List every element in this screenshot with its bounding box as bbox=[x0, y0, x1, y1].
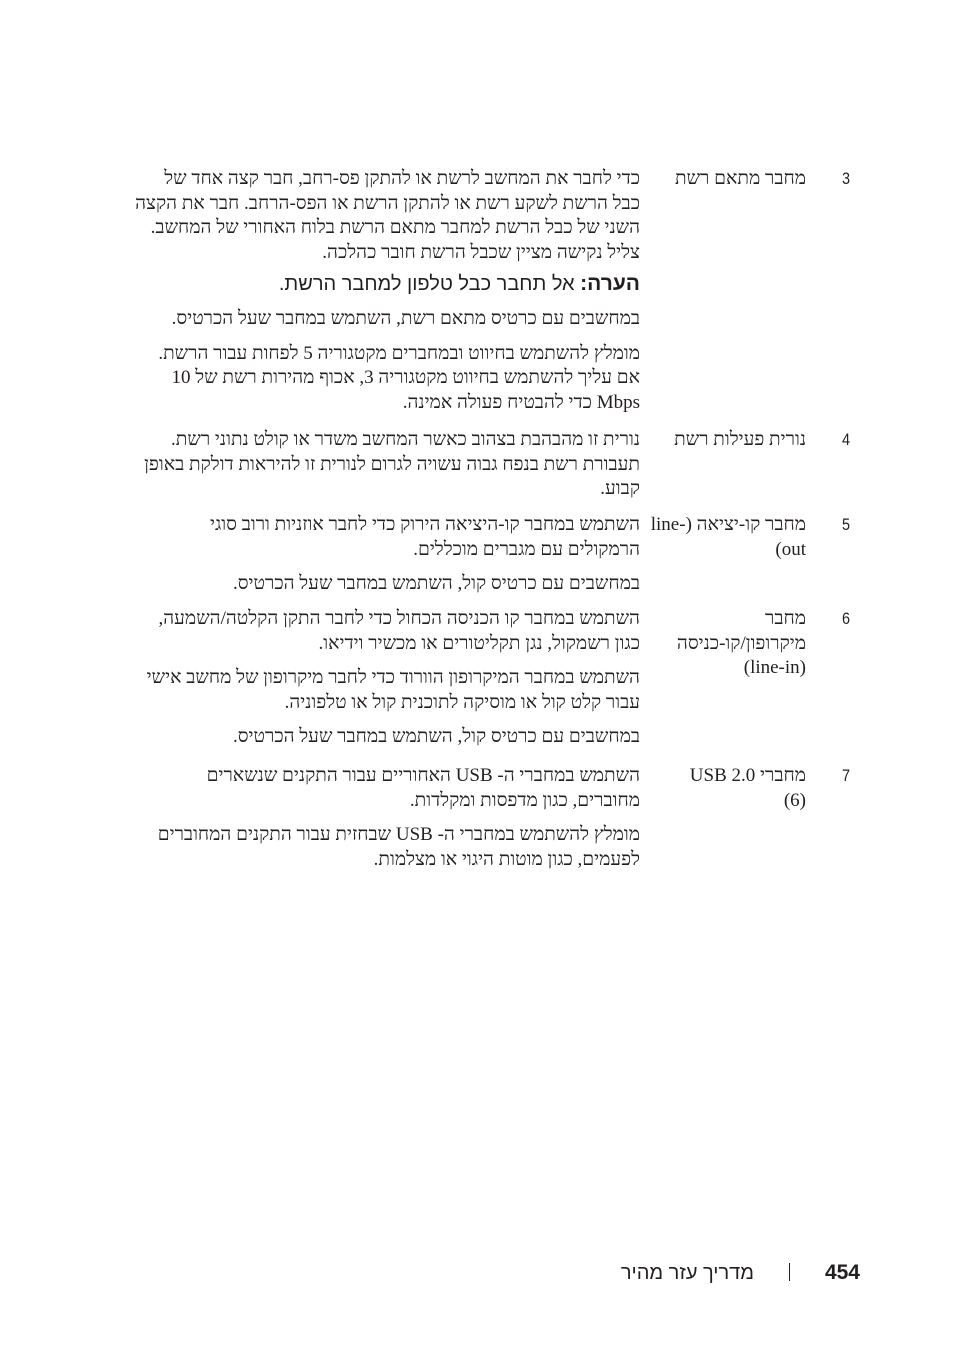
note-label: הערה: bbox=[580, 272, 640, 295]
row-number: 7 bbox=[841, 766, 850, 785]
note-text: אל תחבר כבל טלפון למחבר הרשת. bbox=[278, 273, 581, 295]
row-label: מחבר מיקרופון/קו-כניסה (line-in) bbox=[676, 608, 806, 678]
description-paragraph: נורית זו מהבהבת בצהוב כאשר המחשב משדר או קולט נתוני רשת. תעבורת רשת בנפח גבוה עשויה לגרום לנורית זו להיראות דולקת באופן קבוע. bbox=[144, 429, 640, 499]
description-paragraph: במחשבים עם כרטיס מתאם רשת, השתמש במחבר שעל הכרטיס. bbox=[171, 308, 640, 329]
description-paragraph: השתמש במחברי ה- USB האחוריים עבור התקנים שנשארים מחוברים, כגון מדפסות ומקלדות. bbox=[206, 765, 640, 811]
row-description bbox=[135, 607, 640, 760]
row-description bbox=[135, 764, 640, 882]
row-number: 4 bbox=[841, 430, 850, 449]
description-paragraph: כדי לחבר את המחשב לרשת או להתקן פס-רחב, חבר קצה אחד של כבל הרשת לשקע רשת או להתקן הרשת או הפס-הרחב. חבר את הקצה השני של כבל הרשת למחבר מתאם הרשת בלוח האחורי של המחשב. צליל נקישה מציין שכבל הרשת חובר כהלכה. bbox=[135, 168, 640, 263]
row-label: מחבר מתאם רשת bbox=[675, 168, 806, 189]
row-number: 6 bbox=[841, 609, 850, 628]
row-label: מחבר קו-יציאה (line-out) bbox=[650, 514, 806, 560]
row-description bbox=[135, 428, 640, 512]
description-paragraph: השתמש במחבר המיקרופון הוורוד כדי לחבר מיקרופון של מחשב אישי עבור קלט קול או מוסיקה לתוכנית קול או טלפוניה. bbox=[146, 667, 640, 713]
description-paragraph: השתמש במחבר קו-היציאה הירוק כדי לחבר אוזניות ורוב סוגי הרמקולים עם מגברים מוכללים. bbox=[210, 514, 640, 560]
row-number: 3 bbox=[841, 169, 850, 188]
page-number: 454 bbox=[824, 1261, 860, 1284]
description-paragraph: מומלץ להשתמש בחיווט ובמחברים מקטגוריה 5 לפחות עבור הרשת. אם עליך להשתמש בחיווט מקטגוריה 3, אכוף מהירות רשת של 10 Mbps כדי להבטיח פעולה אמינה. bbox=[158, 342, 640, 413]
row-label: נורית פעילות רשת bbox=[674, 429, 806, 450]
description-paragraph: במחשבים עם כרטיס קול, השתמש במחבר שעל הכרטיס. bbox=[232, 726, 640, 747]
footer-divider bbox=[789, 1263, 790, 1281]
page-footer bbox=[0, 1259, 954, 1289]
note bbox=[135, 271, 640, 297]
row-description bbox=[135, 513, 640, 607]
description-paragraph: השתמש במחבר קו הכניסה הכחול כדי לחבר התקן הקלטה/השמעה, כגון רשמקול, נגן תקליטורים או מכשיר וידיאו. bbox=[158, 608, 640, 654]
description-paragraph: במחשבים עם כרטיס קול, השתמש במחבר שעל הכרטיס. bbox=[232, 573, 640, 594]
description-paragraph: מומלץ להשתמש במחברי ה- USB שבחזית עבור התקנים המחוברים לפעמים, כגון מוטות היגוי או מצלמות. bbox=[157, 824, 640, 870]
row-label: מחברי USB 2.0 (6) bbox=[689, 765, 806, 811]
row-number: 5 bbox=[841, 515, 850, 534]
row-description bbox=[135, 167, 640, 425]
footer-title: מדריך עזר מהיר bbox=[620, 1262, 754, 1284]
